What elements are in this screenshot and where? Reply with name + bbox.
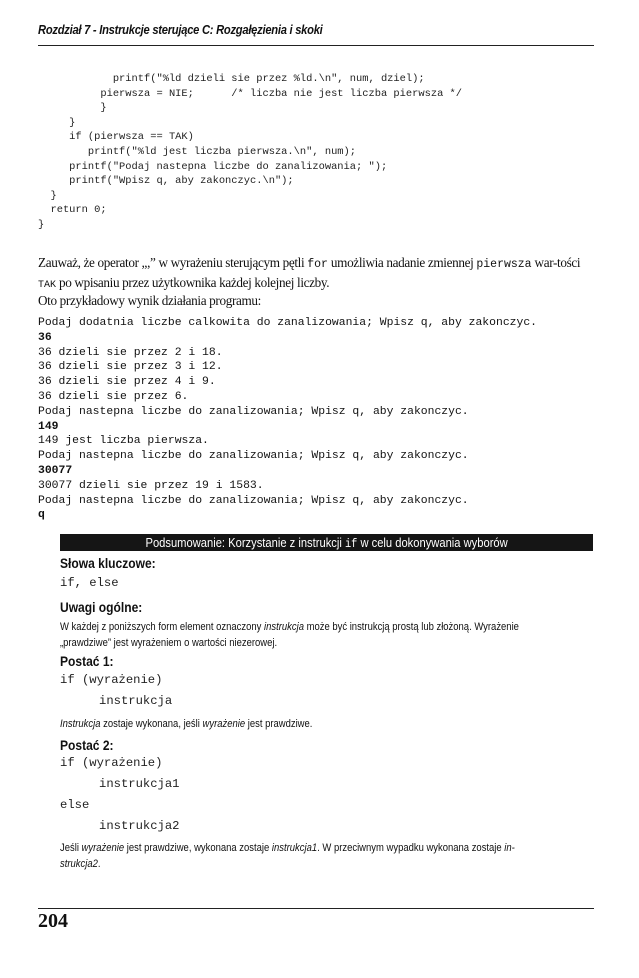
note-emphasis: Instrukcja [60, 718, 101, 730]
output-line: Podaj nastepna liczbe do zanalizowania; Wpisz q, aby zakonczyc. [38, 494, 469, 507]
note-emphasis: in- [504, 842, 515, 854]
user-input-line: 30077 [38, 464, 73, 477]
output-line: 30077 dzieli sie przez 19 i 1583. [38, 479, 264, 492]
code-line: printf("%ld dzieli sie przez %ld.\n", num, dziel); [38, 73, 425, 85]
inline-code-pierwsza: pierwsza [476, 258, 532, 271]
form1-note [60, 716, 593, 732]
form2-syntax-if: if (wyrażenie) [60, 756, 163, 770]
form2-syntax-statement1: instrukcja1 [99, 777, 180, 791]
note-text: Jeśli [60, 842, 82, 854]
note-text: jest prawdziwe. [245, 718, 313, 730]
inline-code-for: for [307, 258, 328, 271]
summary-title-text: Podsumowanie: Korzystanie z instrukcji [145, 535, 345, 550]
code-line: } [38, 116, 76, 129]
para-text: po wpisaniu przez użytkownika każdej kolejnej liczby. [56, 275, 330, 290]
user-input-line: 36 [38, 331, 52, 344]
output-line: 36 dzieli sie przez 2 i 18. [38, 346, 223, 359]
form1-syntax-statement: instrukcja [99, 694, 173, 708]
code-line: } [38, 102, 107, 115]
code-line: } [38, 218, 45, 231]
note-text: może być instrukcją prostą lub złożoną. Wyrażenie [303, 621, 519, 633]
note-text: „prawdziwe” jest wyrażeniem o wartości niezerowej. [60, 637, 278, 649]
header-divider [38, 45, 594, 46]
note-text: zostaje wykonana, jeśli [100, 718, 203, 730]
code-line: printf("%ld jest liczba pierwsza.\n", num); [38, 145, 357, 158]
output-line: 36 dzieli sie przez 3 i 12. [38, 361, 223, 374]
page-number: 204 [38, 910, 68, 932]
form1-heading: Postać 1: [60, 653, 114, 669]
note-emphasis: strukcja2 [60, 858, 98, 870]
para-text: umożliwia nadanie zmiennej [327, 255, 477, 270]
form2-heading: Postać 2: [60, 737, 114, 753]
inline-code-tak: TAK [38, 280, 57, 291]
output-line: Podaj dodatnia liczbe calkowita do zanalizowania; Wpisz q, aby zakonczyc. [38, 317, 537, 329]
note-text: jest prawdziwe, wykonana zostaje [124, 842, 272, 854]
general-notes-text [60, 619, 593, 651]
general-notes-heading: Uwagi ogólne: [60, 599, 143, 615]
user-input-line: q [38, 509, 45, 522]
output-line: Podaj nastepna liczbe do zanalizowania; Wpisz q, aby zakonczyc. [38, 450, 469, 463]
form2-note [60, 840, 593, 872]
form2-syntax-else: else [60, 798, 90, 812]
para-text: Zauważ, że operator „,” w wyrażeniu sterującym pętli [38, 255, 308, 270]
output-line: Podaj nastepna liczbe do zanalizowania; Wpisz q, aby zakonczyc. [38, 405, 469, 418]
user-input-line: 149 [38, 420, 59, 433]
footer-divider [38, 908, 594, 909]
output-line: 36 dzieli sie przez 6. [38, 390, 189, 403]
code-line: return 0; [38, 204, 107, 217]
keywords-list: if, else [60, 576, 119, 590]
code-listing [38, 72, 598, 233]
code-line: } [38, 189, 57, 202]
paragraph-operator-note [38, 254, 598, 295]
summary-title-text: w celu dokonywania wyborów [357, 535, 508, 550]
code-line: if (pierwsza == TAK) [38, 131, 194, 144]
note-text: W każdej z poniższych form element oznaczony [60, 621, 265, 633]
form2-syntax-statement2: instrukcja2 [99, 819, 180, 833]
output-line: 36 dzieli sie przez 4 i 9. [38, 376, 216, 389]
program-output [38, 316, 598, 523]
note-emphasis: instrukcja1 [271, 842, 318, 854]
code-line: pierwsza = NIE; /* liczba nie jest liczba pierwsza */ [38, 87, 463, 100]
code-line: printf("Wpisz q, aby zakonczyc.\n"); [38, 175, 294, 188]
para-text: war-tości [531, 255, 581, 270]
running-header: Rozdział 7 - Instrukcje sterujące C: Rozgałęzienia i skoki [38, 22, 323, 37]
summary-title-code: if [344, 537, 358, 551]
note-emphasis: wyrażenie [202, 718, 246, 730]
form1-syntax-if: if (wyrażenie) [60, 673, 163, 687]
output-line: 149 jest liczba pierwsza. [38, 435, 209, 448]
paragraph-example-intro: Oto przykładowy wynik działania programu: [38, 293, 261, 308]
note-text: . W przeciwnym wypadku wykonana zostaje [317, 842, 505, 854]
keywords-heading: Słowa kluczowe: [60, 555, 156, 571]
summary-title-bar [60, 534, 593, 551]
code-line: printf("Podaj nastepna liczbe do zanalizowania; "); [38, 160, 388, 173]
note-emphasis: instrukcja [264, 621, 304, 633]
note-emphasis: wyrażenie [81, 842, 125, 854]
note-text: . [97, 858, 101, 870]
